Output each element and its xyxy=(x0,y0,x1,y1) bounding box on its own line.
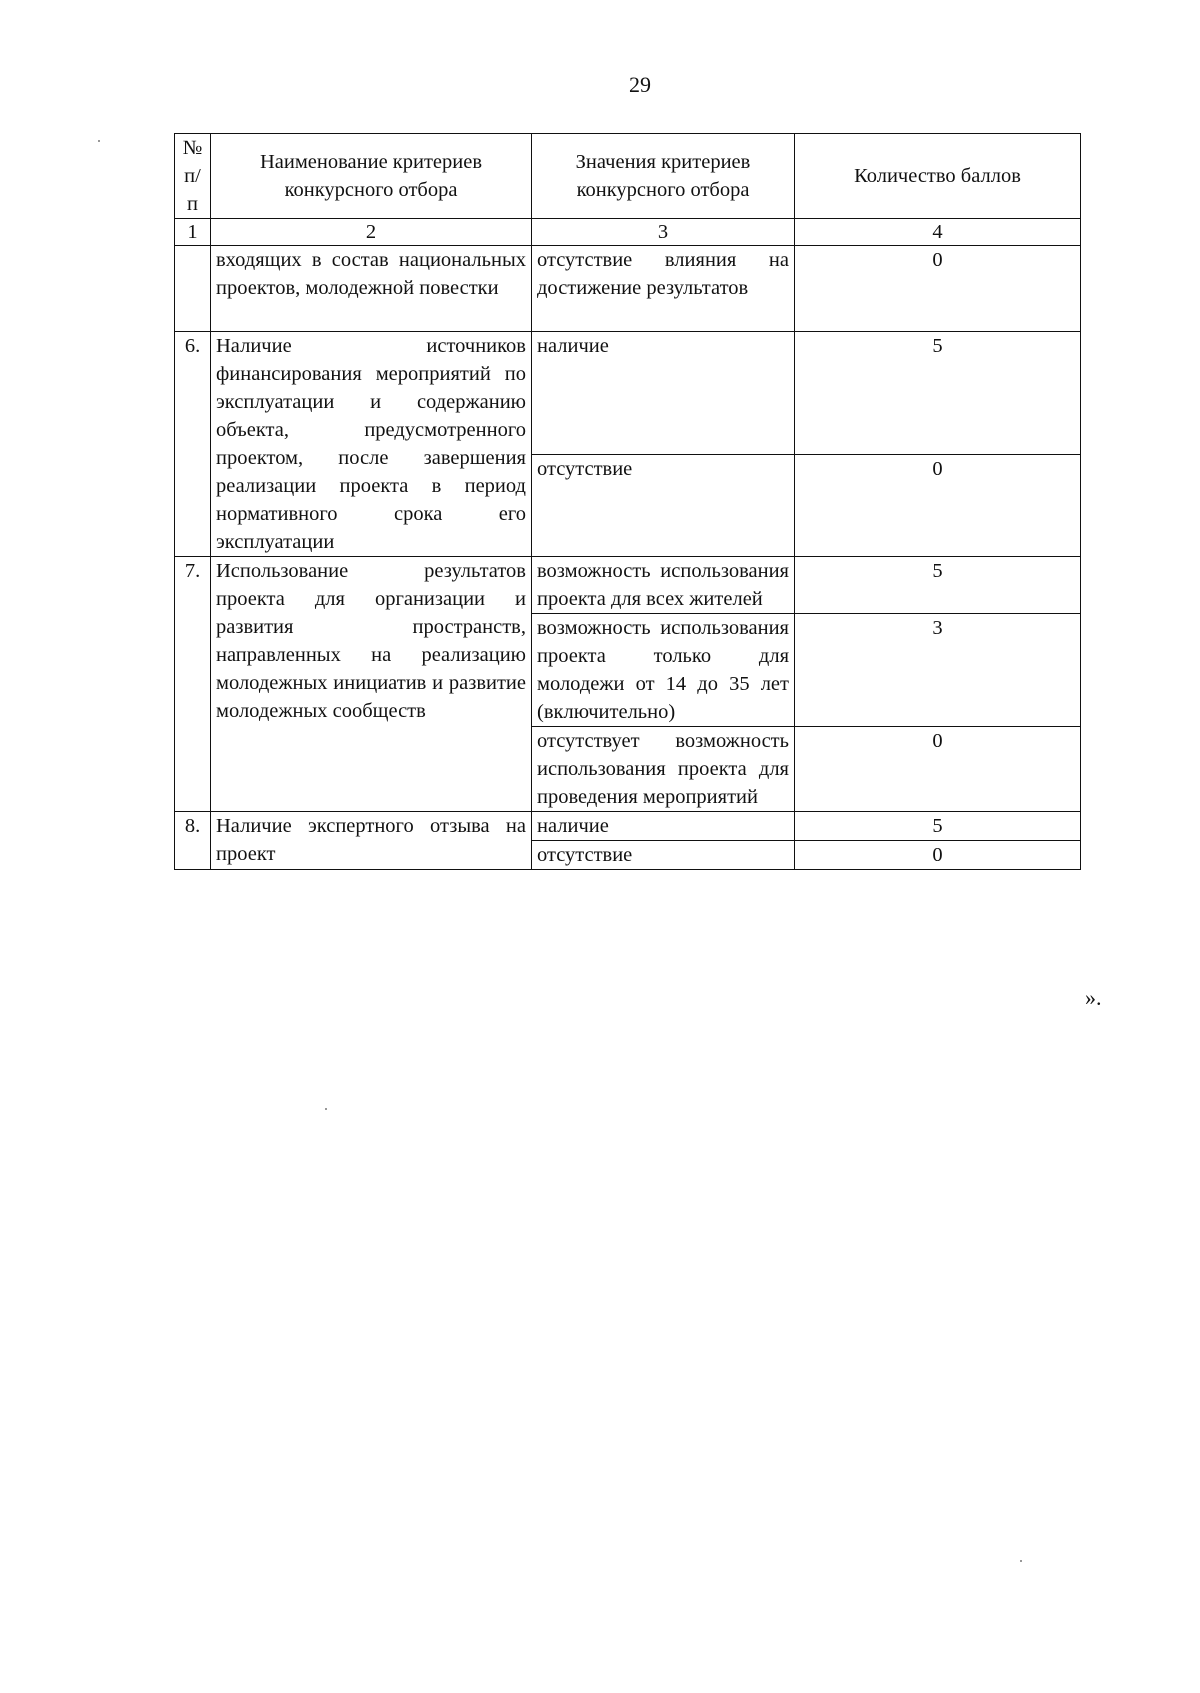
criterion-name: Наличие источников финансирования мероприятий по эксплуатации и содержанию объекта, предусмотренного проектом, после завершения реализации проекта в период нормативного срока его эксплуатации xyxy=(211,332,532,557)
column-number: 4 xyxy=(795,219,1081,246)
criterion-value: возможность использования проекта для всех жителей xyxy=(532,557,795,614)
criterion-name: Использование результатов проекта для организации и развития пространств, направленных на реализацию молодежных инициатив и развитие молодежных сообществ xyxy=(211,557,532,812)
criterion-score: 5 xyxy=(795,557,1081,614)
scan-speck xyxy=(325,1108,327,1110)
table-row xyxy=(175,557,1081,614)
criterion-score: 0 xyxy=(795,727,1081,812)
criterion-score: 0 xyxy=(795,455,1081,557)
header-criterion-name: Наименование критериев конкурсного отбора xyxy=(211,134,532,219)
header-criterion-value: Значения критериев конкурсного отбора xyxy=(532,134,795,219)
header-number: № п/п xyxy=(175,134,211,219)
row-number: 6. xyxy=(175,332,211,557)
row-number xyxy=(175,246,211,332)
criterion-score: 5 xyxy=(795,332,1081,455)
table-row xyxy=(175,246,1081,332)
column-number: 3 xyxy=(532,219,795,246)
page-number: 29 xyxy=(629,72,651,97)
criterion-value: отсутствие xyxy=(532,841,795,870)
row-number: 7. xyxy=(175,557,211,812)
criterion-value: отсутствие влияния на достижение результатов xyxy=(532,246,795,332)
criterion-value: отсутствие xyxy=(532,455,795,557)
column-numbers-row xyxy=(175,219,1081,246)
scan-speck xyxy=(98,140,100,142)
criterion-score: 0 xyxy=(795,246,1081,332)
criterion-score: 5 xyxy=(795,812,1081,841)
criterion-name: входящих в состав национальных проектов, молодежной повестки xyxy=(211,246,532,332)
criterion-value: отсутствует возможность использования проекта для проведения мероприятий xyxy=(532,727,795,812)
criterion-value: возможность использования проекта только для молодежи от 14 до 35 лет (включительно) xyxy=(532,614,795,727)
scan-speck xyxy=(1020,1560,1022,1562)
closing-quote: ». xyxy=(1085,985,1102,1010)
row-number: 8. xyxy=(175,812,211,870)
header-score: Количество баллов xyxy=(795,134,1081,219)
criterion-name: Наличие экспертного отзыва на проект xyxy=(211,812,532,870)
column-number: 1 xyxy=(175,219,211,246)
criteria-table xyxy=(174,133,1081,870)
table-row xyxy=(175,812,1081,841)
column-number: 2 xyxy=(211,219,532,246)
table-row xyxy=(175,332,1081,455)
criterion-score: 0 xyxy=(795,841,1081,870)
criterion-score: 3 xyxy=(795,614,1081,727)
criterion-value: наличие xyxy=(532,332,795,455)
table-header-row xyxy=(175,134,1081,219)
criterion-value: наличие xyxy=(532,812,795,841)
